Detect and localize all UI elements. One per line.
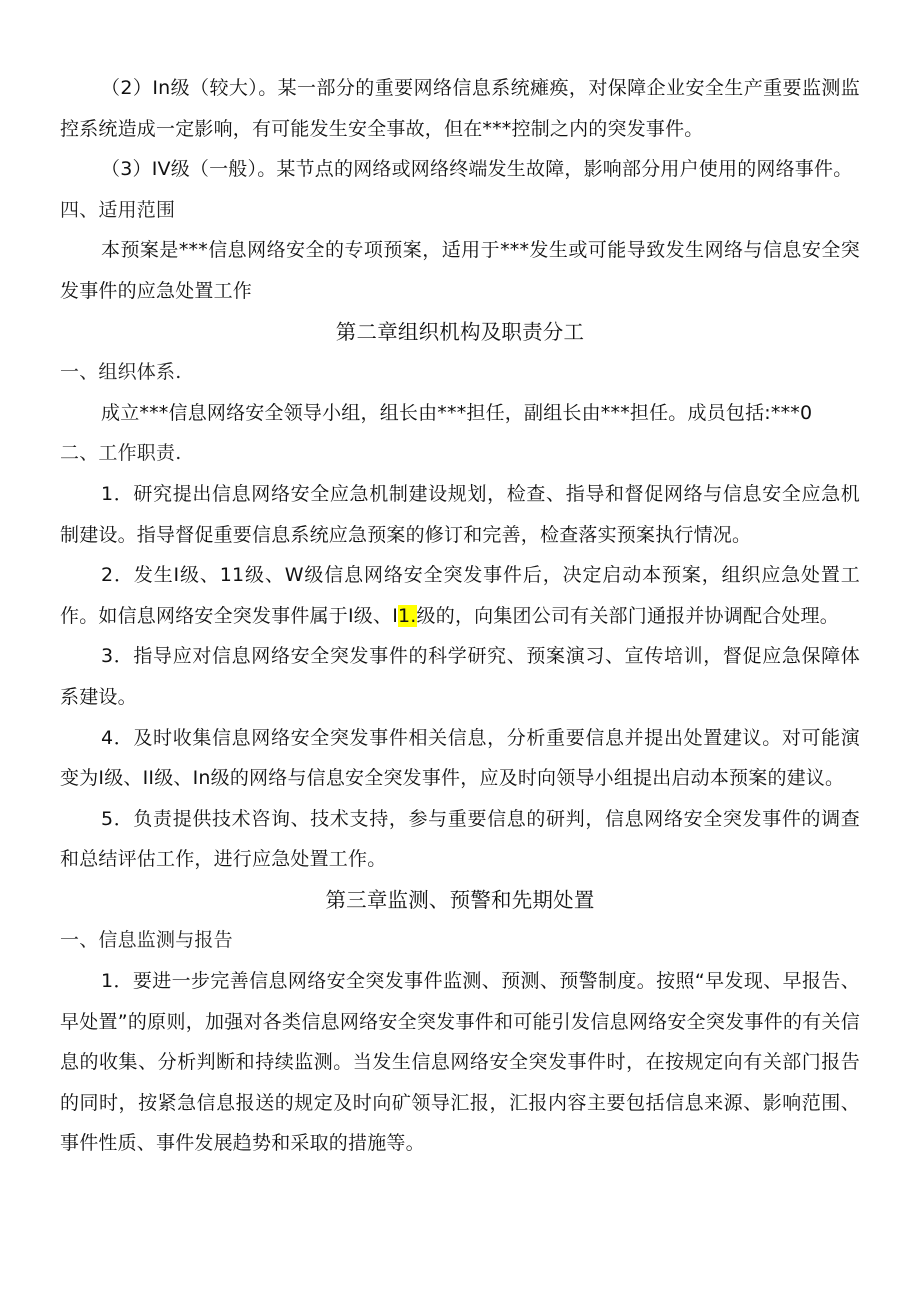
chapter-title-3: 第三章监测、预警和先期处置: [325, 887, 595, 912]
duty-item-4: 4．及时收集信息网络安全突发事件相关信息，分析重要信息并提出处置建议。对可能演变为I级、II级、In级的网络与信息安全突发事件，应及时向领导小组提出启动本预案的建议。: [60, 726, 860, 790]
section-heading-duties: 二、工作职责.: [60, 442, 182, 465]
paragraph-level-3: （2）In级（较大）。某一部分的重要网络信息系统瘫痪，对保障企业安全生产重要监测监控系统造成一定影响，有可能发生安全事故，但在***控制之内的突发事件。: [60, 77, 860, 140]
duty-item-2-text-a: 2．发生I级、11级、W级信息网络安全突发事件后，决定启动本预案，组织应急处置工作。如信息网络安全突发事件属于I级、I: [60, 564, 860, 627]
chapter-title-2: 第二章组织机构及职责分工: [335, 319, 585, 344]
paragraph-organization: 成立***信息网络安全领导小组，组长由***担任，副组长由***担任。成员包括:***0: [101, 401, 813, 424]
section-heading-organization: 一、组织体系.: [60, 361, 182, 384]
paragraph-scope: 本预案是***信息网络安全的专项预案，适用于***发生或可能导致发生网络与信息安全突发事件的应急处置工作: [60, 239, 860, 302]
duty-item-2-text-b: 级的，向集团公司有关部门通报并协调配合处理。: [416, 604, 839, 627]
duty-item-3: 3．指导应对信息网络安全突发事件的科学研究、预案演习、宣传培训，督促应急保障体系建设。: [60, 645, 860, 708]
section-heading-monitoring: 一、信息监测与报告: [60, 929, 233, 952]
highlighted-text: 1.: [398, 604, 417, 627]
duty-item-1: 1．研究提出信息网络安全应急机制建设规划，检查、指导和督促网络与信息安全应急机制建设。指导督促重要信息系统应急预案的修订和完善，检查落实预案执行情况。: [60, 482, 860, 546]
duty-item-2: [60, 555, 860, 636]
paragraph-level-4: （3）IV级（一般）。某节点的网络或网络终端发生故障，影响部分用户使用的网络事件。: [101, 158, 853, 181]
duty-item-5: 5．负责提供技术咨询、技术支持，参与重要信息的研判，信息网络安全突发事件的调查和总结评估工作，进行应急处置工作。: [60, 807, 860, 871]
section-heading-scope: 四、适用范围: [60, 198, 176, 221]
monitoring-item-1: 1．要进一步完善信息网络安全突发事件监测、预测、预警制度。按照“早发现、早报告、早处置”的原则，加强对各类信息网络安全突发事件和可能引发信息网络安全突发事件的有关信息的收集、分析判断和持续监测。当发生信息网络安全突发事件时，在按规定向有关部门报告的同时，按紧急信息报送的规定及时向矿领导汇报，汇报内容主要包括信息来源、影响范围、事件性质、事件发展趋势和采取的措施等。: [60, 970, 860, 1155]
document-body: [60, 68, 860, 1164]
